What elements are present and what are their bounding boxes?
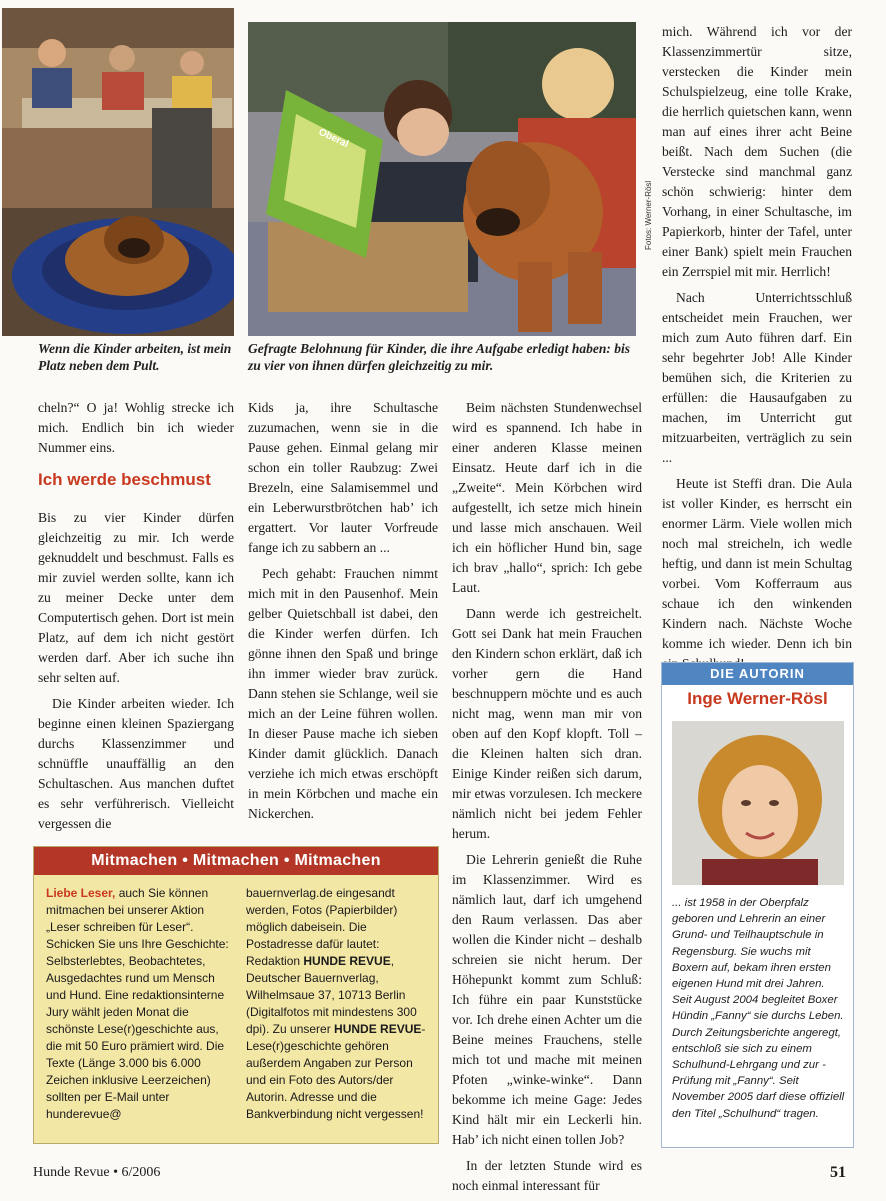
article-column-4: [662, 22, 852, 674]
mitmachen-lead: Liebe Leser,: [46, 886, 116, 900]
col1-paragraph-1: Bis zu vier Kinder dürfen gleichzeitig zu mir. Ich werde geknuddelt und beschmust. Falls es mir zuviel werden sollte, kann ich zu meiner Decke unter dem Computertisch gehen. Dort ist mein Platz, auf dem ich nicht gestört werden darf. Aber ich suche ihn sehr selten auf.: [38, 510, 234, 685]
col1-paragraph-2: Die Kinder arbeiten wieder. Ich beginne einen kleinen Spaziergang durchs Klassenzimmer und schnüffle unauffällig an den Schultaschen. Aus manchen duftet es sehr verführerisch. Vielleicht vergessen die: [38, 696, 234, 831]
article-column-2: [248, 398, 438, 824]
mitmachen-right-column: [246, 885, 428, 1123]
author-header: DIE AUTORIN: [662, 663, 853, 685]
mitmachen-brand-2: HUNDE REVUE: [334, 1022, 422, 1036]
article-column-1b: [38, 508, 234, 834]
subhead-beschmust: Ich werde beschmust: [38, 470, 211, 489]
col3-paragraph-1: Dann werde ich gestreichelt. Gott sei Dank hat mein Frauchen den Kindern schon erklärt, daß ich vorher gern die Hand beschnuppern möchte und es auch nicht mag, wenn man mir von oben auf den Kopf klopft. Toll – die Kleinen halten sich dran. Einige Kinder reißen sich darum, mir etwas vorzulesen. Ich meckere nämlich nicht bei jedem Fehler herum.: [452, 606, 642, 841]
col4-paragraph-2: Heute ist Steffi dran. Die Aula ist voller Kinder, es herrscht ein enormer Lärm. Viele wollen mich noch mal streicheln, ich wedle heftig, und dann ist mein Schultag vorbei. Vom Kofferraum aus schaue ich den winkenden Kindern nach. Nächste Woche komme ich wieder. Denn ich bin: [662, 476, 852, 651]
col3-paragraph-2: Die Lehrerin genießt die Ruhe im Klassenzimmer. Wird es nämlich laut, darf ich umgehend den Raum verlassen. Das aber wollen die Kinder nicht – deshalb schreien sie nicht herum. Der Höhepunkt kommt zum Schluß: Ich führe ein paar Kunststücke vor. Ich drehe einen Achter um die Beine meines Frauchens, stelle mich tot und mache mit meinen Pfoten „winke-winke“. Dann bekomme ich meine Gage: Jedes Kind hält mir ein Leckerli hin. Hab’ ich nicht einen tollen Job?: [452, 852, 642, 1147]
mitmachen-left-text: auch Sie können mitmachen bei unserer Aktion „Leser schreiben für Leser“. Schicken Sie uns Ihre Geschichte: Selbsterlebtes, Beobachtetes, Ausgedachtes rund um Mensch und Hund. Eine redaktionsinterne Jury wählt jeden Monat die schönste Lese(r)geschichte aus, die mit 50 Euro prämiert wird. Die Texte (Länge 3.000 bis 6.000 Zeichen inklusive Leerzeichen) sollten per E-Mail unter hunderevue@: [46, 886, 229, 1121]
author-portrait-image: [672, 721, 844, 885]
footer-publication: Hunde Revue • 6/2006: [33, 1165, 161, 1180]
caption-photo-main: Gefragte Belohnung für Kinder, die ihre Aufgabe erledigt haben: bis zu vier von ihnen dürfen gleichzeitig zu mir.: [248, 341, 631, 373]
mitmachen-right-e: -Lese(r)geschichte gehören außerdem Angaben zur Person und ein Foto des Autors/der Autorin. Adresse und die Bankverbindung nicht vergessen!: [246, 1022, 426, 1121]
col3-paragraph-3: In der letzten Stunde wird es noch einmal interessant für: [452, 1158, 642, 1193]
author-box: [661, 662, 854, 1148]
author-name: Inge Werner-Rösl: [687, 689, 828, 708]
photo-kids-reading-image: [248, 22, 636, 336]
col1-paragraph-0: cheln?“ O ja! Wohlig strecke ich mich. Endlich bin ich wieder Nummer eins.: [38, 400, 234, 455]
col4-paragraph-0: mich. Während ich vor der Klassenzimmertür sitze, verstecken die Kinder mein Schulspielzeug, eine tolle Krake, die herrlich quietschen kann, wenn man auf eines ihrer acht Beine beißt. Nach dem Suchen (die Verstecke sind manchmal ganz schön schwierig: hinter dem Vorhang, in einer Schultasche, im Papierkorb, hinter der Tafel, unter einer Bank) spielt mein Frauchen ein Zerrspiel mit mir. Herrlich!: [662, 24, 852, 279]
col3-paragraph-0: Beim nächsten Stundenwechsel wird es spannend. Ich habe in einer anderen Klasse meinen Einsatz. Heute darf ich in die „Zweite“. Mein Körbchen wird aufgestellt, ich setze mich hinein und lasse mich anschauen. Weil ich ein höflicher Hund bin, sage ich brav „hallo“, sprich: Ich gebe Laut.: [452, 400, 642, 595]
mitmachen-left-column: [46, 885, 232, 1123]
book-cover-title: Oberal: [316, 126, 351, 151]
mitmachen-right-c: , Deutscher Bauernverlag, Wilhelmsaue 37, 10713 Berlin (Digitalfotos mit mindestens 300 dpi). Zu unserer: [246, 954, 417, 1036]
article-column-3: [452, 398, 642, 1196]
caption-photo-left: Wenn die Kinder arbeiten, ist mein Platz neben dem Pult.: [38, 341, 232, 373]
photo-dog-basket-image: [2, 8, 234, 336]
col2-paragraph-1: Pech gehabt: Frauchen nimmt mich mit in den Pausenhof. Mein gelber Quietschball ist dabei, den die Kinder werfen dürfen. Ich gönne ihnen den Spaß und bringe ihn immer wieder brav zurück. Dann stehen sie Schlange, weil sie mich an der Leine führen wollen. In dieser Pause mache ich sieben Kinder damit glücklich. Danach verziehe ich mich etwas erschöpft in mein Körbchen und mache ein Nickerchen.: [248, 566, 438, 821]
photo-dog-basket: [2, 8, 234, 336]
col2-paragraph-0: Kids ja, ihre Schultasche zuzumachen, wenn sie in die Pause gehen. Einmal gelang mir schon ein toller Raubzug: Zwei Brezeln, eine Salamisemmel und ein Leberwurstbrötchen hab’ ich ergattert. Vor lauter Vorfreude fange ich zu sabbern an ...: [248, 400, 438, 555]
article-column-1: [38, 398, 234, 458]
mitmachen-header: Mitmachen • Mitmachen • Mitmachen: [34, 847, 438, 875]
col4-paragraph-1: Nach Unterrichtsschluß entscheidet mein Frauchen, wer mich zum Auto führen darf. Ein sehr begehrter Job! Alle Kinder bemühen sich, die Kriterien zu erfüllen: die Hausaufgaben zu machen, im Unterricht gut mitzuarbeiten, verträglich zu sein ...: [662, 290, 852, 465]
photo-kids-reading: [248, 22, 636, 336]
author-bio: ... ist 1958 in der Oberpfalz geboren und Lehrerin an einer Grund- und Teilhauptschule in Regensburg. Sie wuchs mit Boxern auf, bekam ihren ersten eigenen Hund mit drei Jahren. Seit August 2004 begleitet Boxer Hündin „Fanny“ sie durchs Leben. Durch Zeitungsberichte angeregt, entschloß sie sich zu einem Schulhund-Lehrgang und zur -Prüfung mit „Fanny“. Seit November 2005 darf diese offiziell den Titel „Schulhund“ tragen.: [672, 897, 845, 1120]
page-number: 51: [830, 1164, 846, 1181]
photo-credit: Fotos: Werner-Rösl: [644, 180, 653, 250]
mitmachen-right-a: bauernverlag.de eingesandt werden, Fotos (Papierbilder) möglich dabeisein. Die Postadresse dafür lautet: Redaktion: [246, 886, 398, 968]
mitmachen-box: [33, 846, 439, 1144]
mitmachen-brand-1: HUNDE REVUE: [303, 954, 391, 968]
author-portrait: [672, 721, 844, 885]
